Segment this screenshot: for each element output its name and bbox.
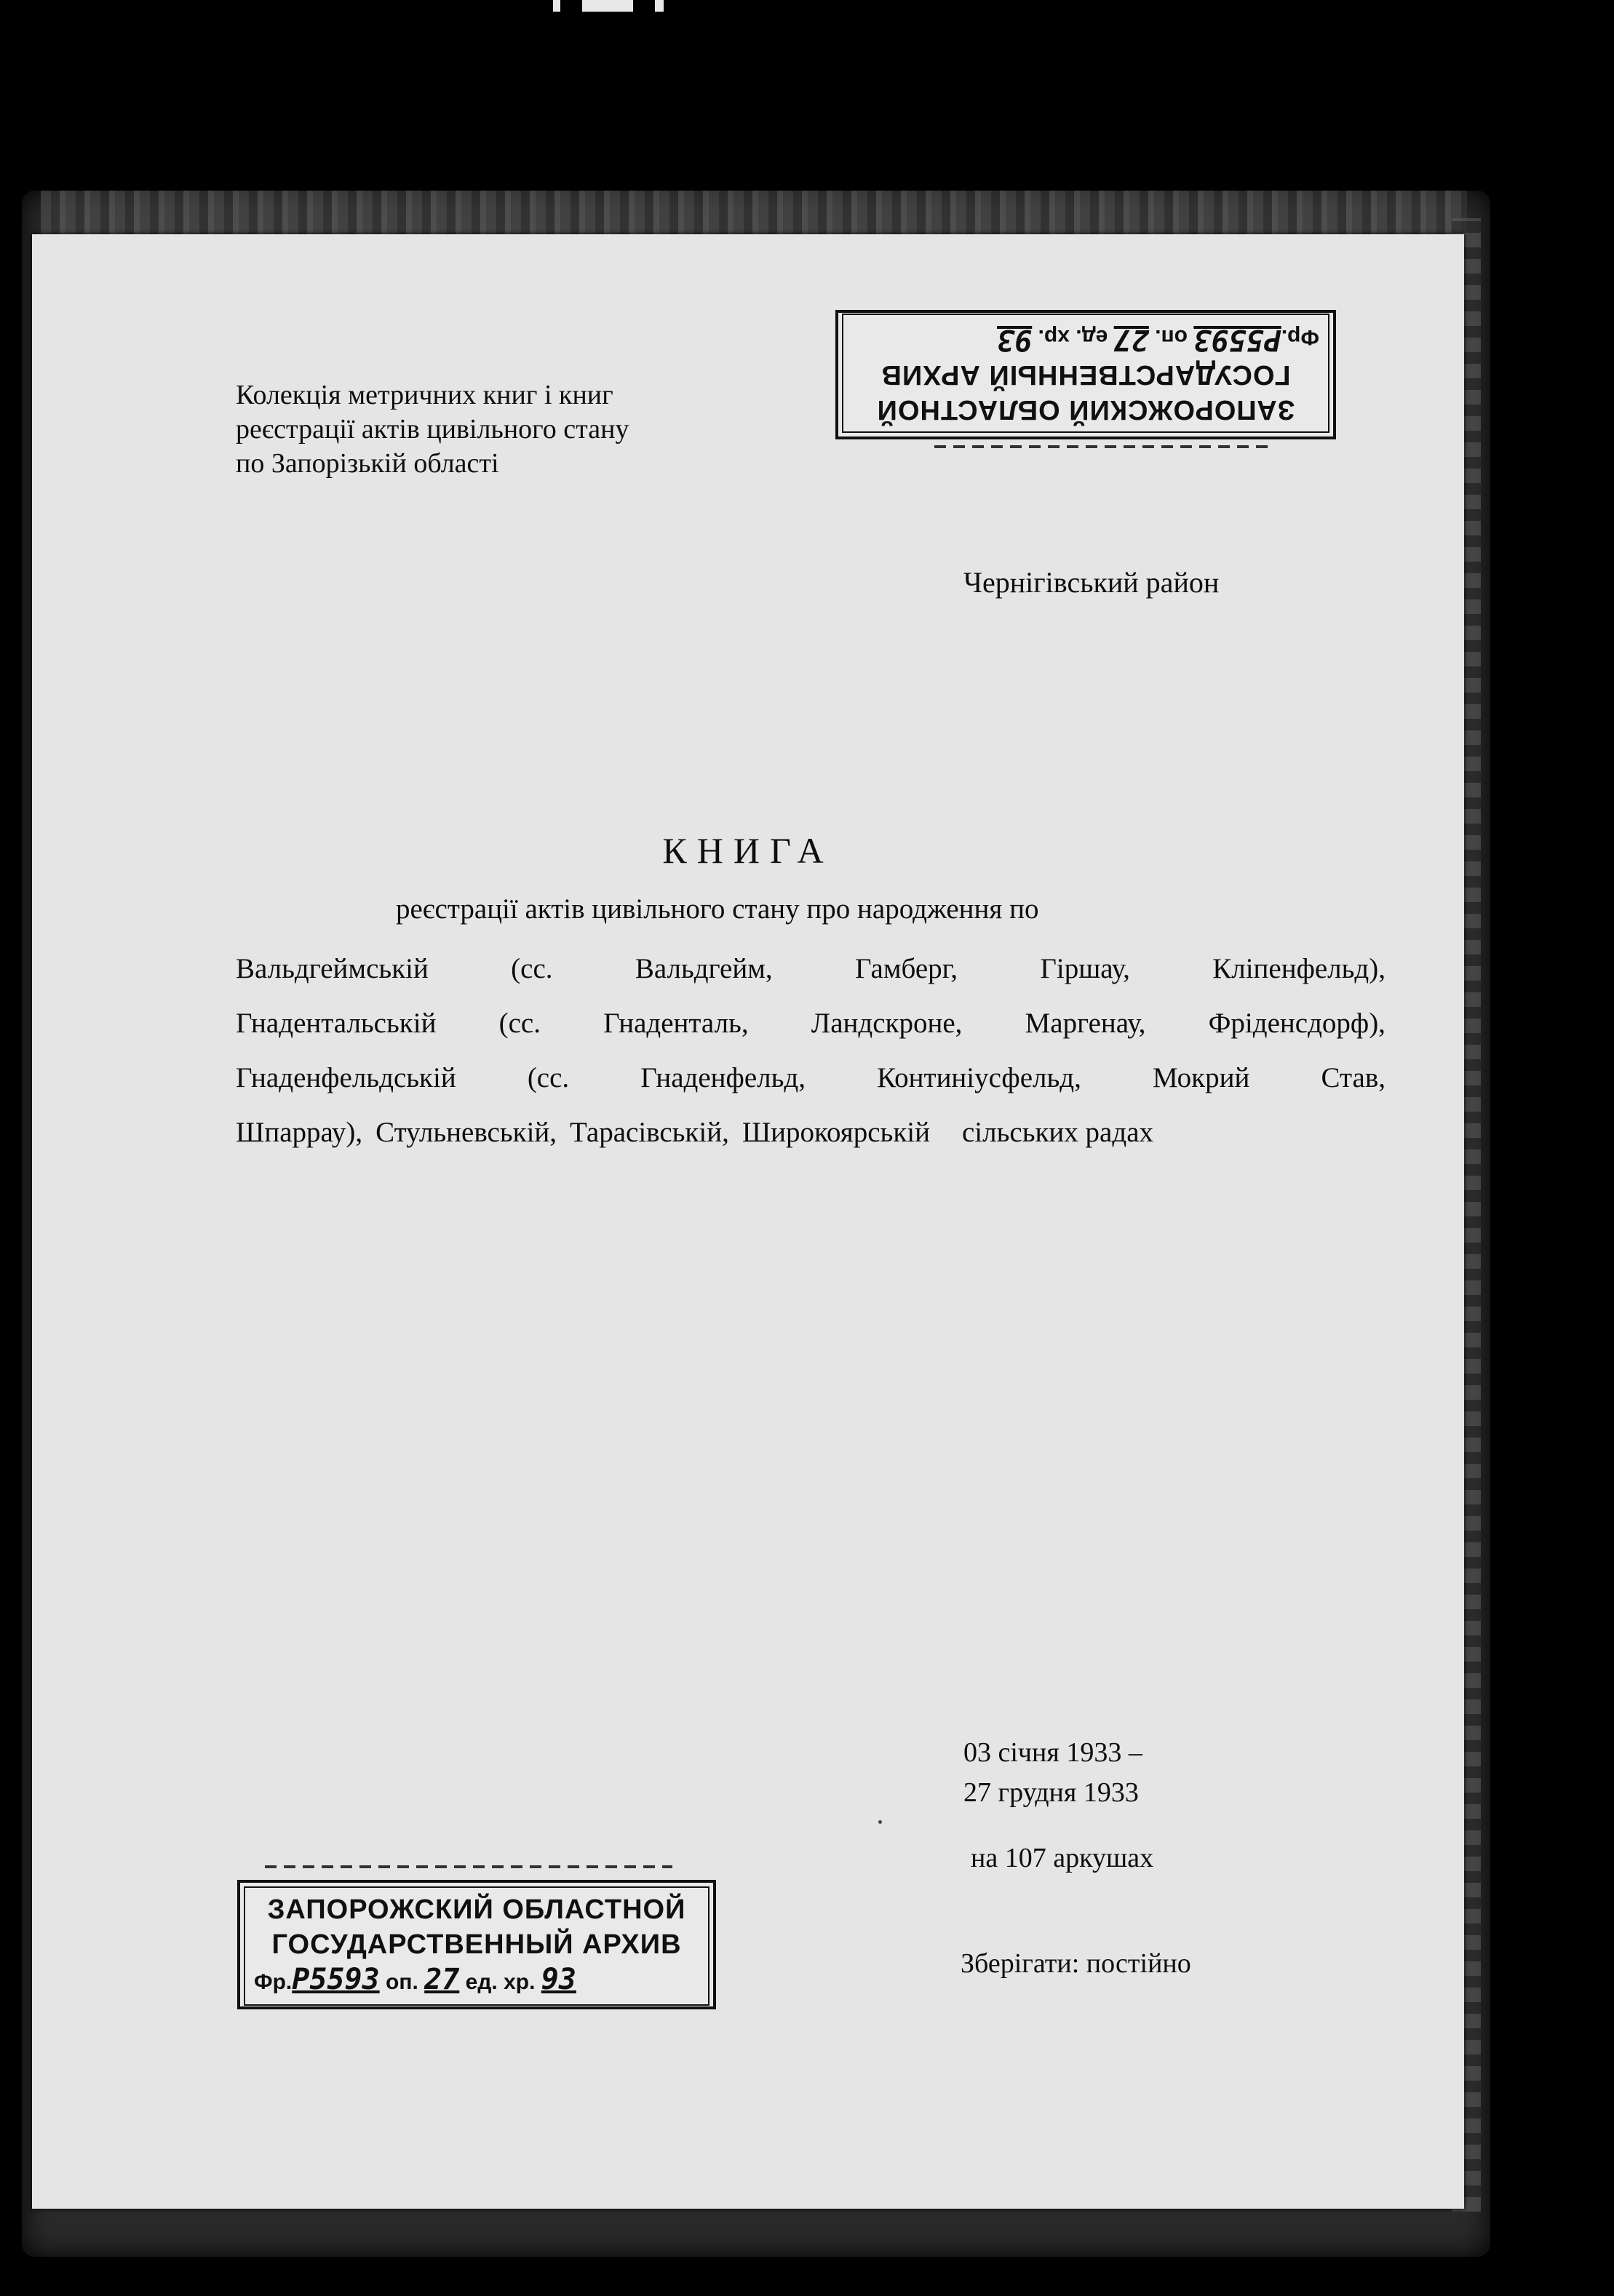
word: (сс. bbox=[511, 953, 553, 984]
paragraph-line bbox=[236, 1105, 1386, 1160]
collection-heading bbox=[236, 378, 629, 481]
word: Маргенау, bbox=[1025, 1008, 1146, 1039]
stamp-fond: Р5593 bbox=[1193, 323, 1281, 356]
date-range bbox=[963, 1733, 1142, 1813]
dashed-mark-top bbox=[934, 445, 1269, 448]
archive-stamp-top bbox=[835, 310, 1336, 439]
word: Гіршау, bbox=[1040, 953, 1130, 984]
word: Вальдгейм, bbox=[635, 953, 773, 984]
paragraph-line bbox=[236, 1051, 1386, 1105]
stamp-line-2: ГОСУДАРСТВЕННЫЙ АРХИВ bbox=[271, 1929, 682, 1960]
word: Став, bbox=[1321, 1062, 1386, 1093]
stamp-opis-prefix: оп. bbox=[1155, 325, 1188, 349]
word: Шпаррау), bbox=[236, 1117, 363, 1148]
stamp-line-2: ГОСУДАРСТВЕННЫЙ АРХИВ bbox=[880, 359, 1291, 390]
scan-marks bbox=[553, 0, 720, 13]
word: Кліпенфельд), bbox=[1212, 953, 1386, 984]
date-to: 27 грудня 1933 bbox=[963, 1777, 1139, 1808]
collection-line-1: Колекція метричних книг і книг bbox=[236, 380, 613, 410]
word: Континіусфельд, bbox=[877, 1062, 1081, 1093]
word: Фріденсдорф), bbox=[1208, 1008, 1386, 1039]
stamp-item-prefix: ед. хр. bbox=[465, 1970, 536, 1994]
ink-dot bbox=[878, 1820, 882, 1824]
storage-term: Зберігати: постійно bbox=[961, 1948, 1191, 1979]
stamp-item-prefix: ед. хр. bbox=[1038, 325, 1108, 349]
word: Мокрий bbox=[1152, 1062, 1250, 1093]
stamp-item: 93 bbox=[997, 323, 1033, 356]
collection-line-3: по Запорізькій області bbox=[236, 448, 499, 479]
stamp-fond: Р5593 bbox=[292, 1963, 380, 1996]
stamp-opis: 27 bbox=[424, 1963, 460, 1996]
word: Гамберг, bbox=[854, 953, 958, 984]
paragraph-line bbox=[236, 941, 1386, 996]
stamp-item: 93 bbox=[541, 1963, 576, 1996]
word: Стульневській, bbox=[375, 1117, 557, 1148]
book-subtitle: реєстрації актів цивільного стану про народження по bbox=[396, 893, 1039, 925]
stamp-fond-prefix: Фр. bbox=[1281, 325, 1319, 349]
word: (сс. bbox=[527, 1062, 570, 1093]
word: Гнаденталь, bbox=[603, 1008, 749, 1039]
stamp-fond-prefix: Фр. bbox=[254, 1970, 293, 1994]
word: Широкоярській bbox=[742, 1117, 930, 1148]
word: Гнадентальській bbox=[236, 1008, 437, 1039]
word: Вальдгеймській bbox=[236, 953, 429, 984]
stamp-reference bbox=[254, 1962, 699, 2000]
date-from: 03 січня 1933 – bbox=[963, 1737, 1142, 1768]
stamp-opis-prefix: оп. bbox=[386, 1970, 418, 1994]
village-councils-paragraph bbox=[236, 941, 1386, 1160]
word: (сс. bbox=[498, 1008, 541, 1039]
stamp-reference bbox=[852, 319, 1319, 357]
word: сільських радах bbox=[961, 1117, 1154, 1148]
word: Тарасівській, bbox=[570, 1117, 729, 1148]
district-name: Чернігівський район bbox=[963, 566, 1220, 599]
folder-edge-top bbox=[41, 191, 1467, 234]
sheet-count: на 107 аркушах bbox=[971, 1843, 1154, 1873]
word: Ландскроне, bbox=[811, 1008, 963, 1039]
collection-line-2: реєстрації актів цивільного стану bbox=[236, 414, 629, 445]
stamp-line-1: ЗАПОРОЖСКИЙ ОБЛАСТНОЙ bbox=[876, 394, 1295, 425]
document-page bbox=[32, 234, 1464, 2209]
word: Гнаденфельдській bbox=[236, 1062, 456, 1093]
stamp-opis: 27 bbox=[1113, 323, 1149, 356]
archive-stamp-bottom bbox=[237, 1880, 716, 2009]
book-title: КНИГА bbox=[662, 830, 834, 871]
paragraph-line bbox=[236, 996, 1386, 1051]
dashed-mark-bottom bbox=[265, 1865, 672, 1868]
word: Гнаденфельд, bbox=[640, 1062, 806, 1093]
stamp-line-1: ЗАПОРОЖСКИЙ ОБЛАСТНОЙ bbox=[267, 1894, 686, 1925]
